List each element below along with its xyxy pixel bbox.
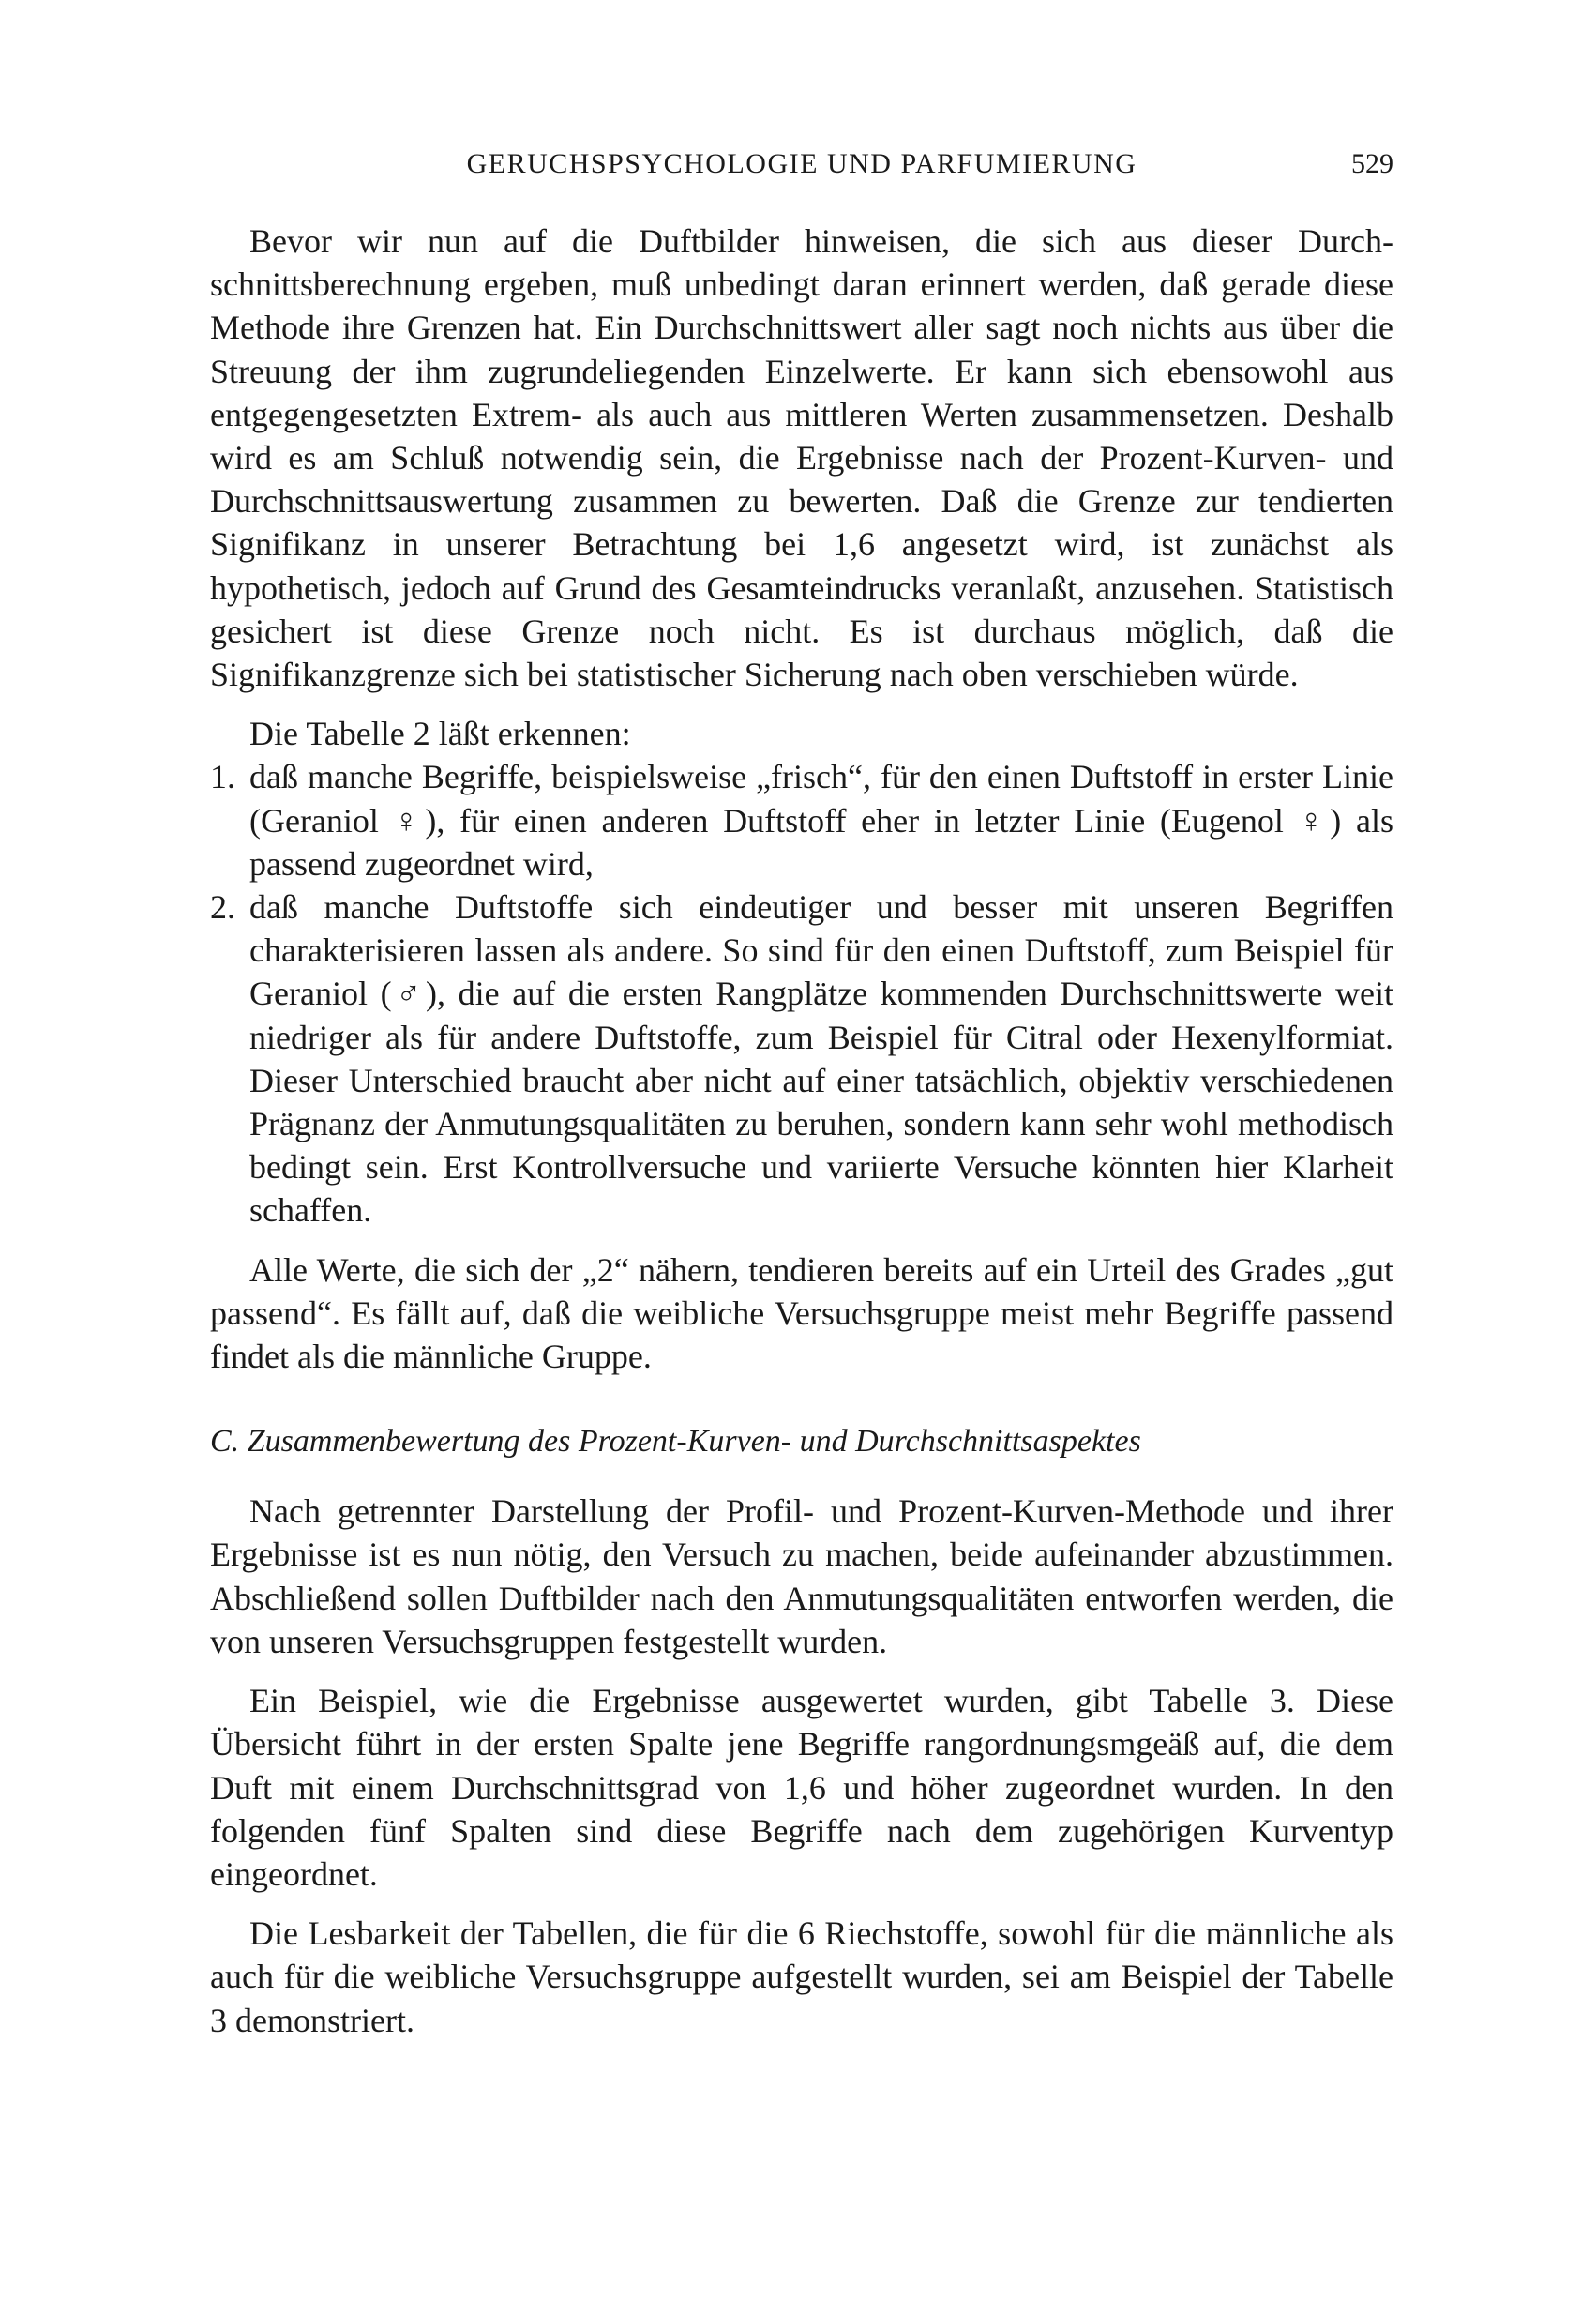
list-item-2 [210,885,1393,1233]
page [210,141,1393,2042]
numbered-list [210,755,1393,1232]
running-title: GERUCHSPSYCHOLOGIE UND PARFUMIERUNG [466,148,1137,179]
list-item-1 [210,755,1393,885]
paragraph-2: Alle Werte, die sich der „2“ nähern, tendieren bereits auf ein Urteil des Grades „gut passend“. Es fällt auf, daß die weibliche Versuchsgruppe meist mehr Begriffe passend findet als die männliche Gruppe. [210,1250,1393,1376]
list-marker: 1. [210,758,235,796]
paragraph-4: Ein Beispiel, wie die Ergebnisse ausgewertet wurden, gibt Tabelle 3. Diese Übersicht führt in der ersten Spalte jene Begriffe rangordnungsmgeäß auf, die dem Duft mit einem Durchschnittsgrad von 1,6 und höher zugeordnet wurden. In den folgenden fünf Spalten sind diese Begriffe nach dem zugehörigen Kurventyp eingeordnet. [210,1682,1393,1893]
section-heading: C. Zusammenbewertung des Prozent-Kurven- und Durchschnittsaspektes [210,1424,1141,1460]
body-text [210,219,1393,2042]
page-number: 529 [1351,148,1393,179]
list-intro: Die Tabelle 2 läßt erkennen: [249,715,631,753]
paragraph-3: Nach getrennter Darstellung der Profil- und Prozent-Kurven-Methode und ihrer Ergebnisse ist es nun nötig, den Versuch zu machen, beide aufeinander abzustimmen. Abschließend sollen Duftbilder nach den Anmutungsqualitäten entworfen werden, die von unseren Versuchsgruppen festgestellt wurden. [210,1492,1393,1660]
list-item-text: daß manche Duftstoffe sich eindeutiger und besser mit unseren Begriffen charakterisieren lassen als andere. So sind für den einen Duftstoff, zum Beispiel für Geraniol (♂), die auf die ersten Rangplätze kommenden Durchschnittswerte weit niedriger als für andere Duftstoffe, zum Beispiel für Citral oder Hexenylformiat. Dieser Unterschied braucht aber nicht auf einer tatsächlich, objektiv verschiedenen Prägnanz der Anmutungsqualitäten zu beruhen, sondern kann sehr wohl methodisch bedingt sein. Erst Kontrollversuche und variierte Versuche könnten hier Klarheit schaffen. [249,888,1393,1230]
running-head [210,141,1393,188]
list-item-text: daß manche Begriffe, beispielsweise „frisch“, für den einen Duftstoff in erster Linie (Geraniol ♀), für einen anderen Duftstoff eher in letzter Linie (Eugenol ♀) als passend zugeordnet wird, [249,758,1393,883]
paragraph-5: Die Lesbarkeit der Tabellen, die für die 6 Riechstoffe, sowohl für die männliche als auch für die weibliche Versuchsgruppe aufgestellt wurden, sei am Beispiel der Tabelle 3 demonstriert. [210,1914,1393,2039]
paragraph-1: Bevor wir nun auf die Duftbilder hinweisen, die sich aus dieser Durchschnittsberechnung ergeben, muß unbedingt daran erinnert werden, daß gerade diese Methode ihre Grenzen hat. Ein Durchschnittswert aller sagt noch nichts aus über die Streuung der ihm zugrundeliegenden Einzelwerte. Er kann sich ebensowohl aus entgegengesetzten Extrem- als auch aus mittleren Werten zusammensetzen. Deshalb wird es am Schluß notwendig sein, die Ergebnisse nach der Prozent-Kurven- und Durchschnittsauswertung zusammen zu bewerten. Daß die Grenze zur tendierten Signifikanz in unserer Betrachtung bei 1,6 angesetzt wird, ist zunächst als hypothetisch, jedoch auf Grund des Gesamteindrucks veranlaßt, anzusehen. Statistisch gesichert ist diese Grenze noch nicht. Es ist durchaus möglich, daß die Signifikanzgrenze sich bei statistischer Sicherung nach oben verschieben würde. [210,222,1393,694]
list-marker: 2. [210,888,235,927]
